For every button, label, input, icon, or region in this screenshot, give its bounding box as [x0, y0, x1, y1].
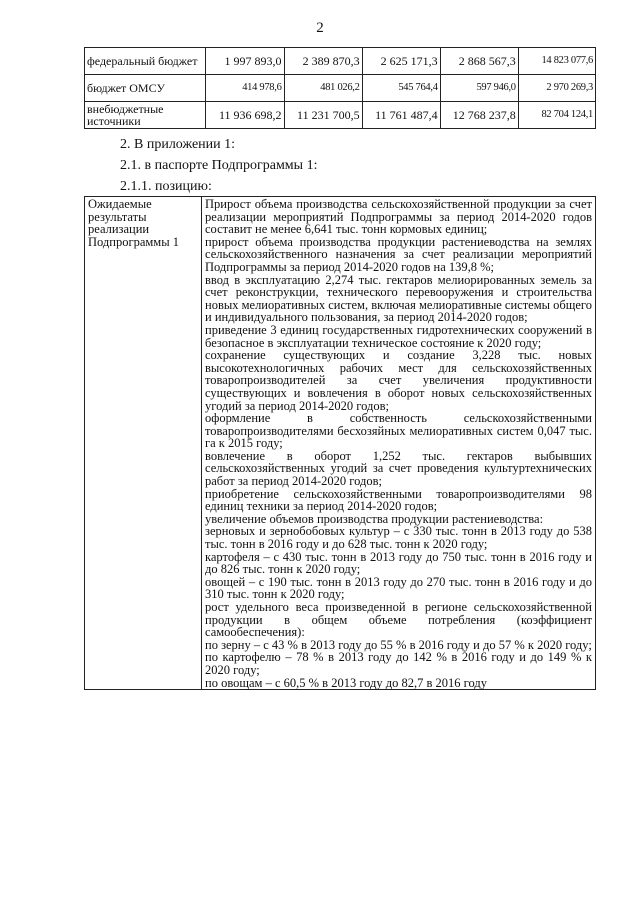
budget-cell: 14 823 077,6 [518, 48, 595, 75]
table-row [85, 197, 596, 690]
list-item: рост удельного веса произведенной в регионе сельскохозяйственной продукции в общем объеме потребления (коэффициент самообеспечения): [205, 600, 592, 640]
budget-cell: 2 389 870,3 [284, 48, 362, 75]
budget-row-label: федеральный бюджет [85, 48, 206, 75]
list-item: приобретение сельскохозяйственными товаропроизводителями 98 единиц техники за период 2014-2020 годов; [205, 486, 592, 514]
page-number: 2 [316, 20, 324, 36]
list-item: зерновых и зернобобовых культур – с 330 тыс. тонн в 2013 году до 538 тыс. тонн в 2016 году и до 628 тыс. тонн к 2020 году; [205, 524, 592, 552]
results-label: Ожидаемые результаты реализации Подпрограммы 1 [85, 197, 202, 690]
list-item: по зерну – с 43 % в 2013 году до 55 % в 2016 году и до 57 % к 2020 году; [205, 637, 592, 652]
budget-cell: 545 764,4 [362, 75, 440, 102]
list-item: картофеля – с 430 тыс. тонн в 2013 году до 750 тыс. тонн в 2016 году и до 826 тыс. тонн к 2020 году; [205, 549, 592, 577]
budget-cell: 2 868 567,3 [440, 48, 518, 75]
list-item: прирост объема производства продукции растениеводства на землях сельскохозяйственного назначения за счет реализации мероприятий Подпрограммы за период 2014-2020 годов на 139,8 %; [205, 234, 592, 274]
list-item: Прирост объема производства сельскохозяйственной продукции за счет реализации мероприятий Подпрограммы за период 2014-2020 годов составит не менее 6,641 тыс. тонн кормовых единиц; [205, 197, 592, 237]
paragraph-annex: 2. В приложении 1: [120, 137, 236, 152]
budget-row-label: внебюджетные источники [85, 102, 206, 129]
list-item: ввод в эксплуатацию 2,274 тыс. гектаров мелиорированных земель за счет реконструкции, технического перевооружения и строительства новых мелиоративных систем, включая мелиоративные системы общего и индивидуального пользования, за период 2014-2020 годов; [205, 272, 592, 325]
budget-cell: 11 231 700,5 [284, 102, 362, 129]
list-item: увеличение объемов производства продукции растениеводства: [205, 511, 544, 526]
budget-cell: 11 761 487,4 [362, 102, 440, 129]
budget-cell: 1 997 893,0 [206, 48, 284, 75]
budget-cell: 2 970 269,3 [518, 75, 595, 102]
budget-cell: 2 625 171,3 [362, 48, 440, 75]
budget-cell: 11 936 698,2 [206, 102, 284, 129]
budget-table [84, 47, 596, 129]
table-row [85, 102, 596, 129]
list-item: приведение 3 единиц государственных гидротехнических сооружений в безопасное в эксплуатации техническое состояние к 2020 году; [205, 322, 592, 350]
paragraph-position: 2.1.1. позицию: [120, 179, 212, 194]
results-table [84, 196, 596, 690]
table-row [85, 75, 596, 102]
paragraph-passport: 2.1. в паспорте Подпрограммы 1: [120, 158, 318, 173]
budget-cell: 82 704 124,1 [518, 102, 595, 129]
list-item: овощей – с 190 тыс. тонн в 2013 году до 270 тыс. тонн в 2016 году и до 310 тыс. тонн к 2020 году; [205, 574, 592, 602]
results-list [202, 197, 596, 690]
list-item: сохранение существующих и создание 3,228 тыс. новых высокотехнологичных рабочих мест для сельскохозяйственных товаропроизводителей за счет увеличения продуктивности существующих и вовлечения в оборот новых сельскохозяйственных угодий за период 2014-2020 годов; [205, 348, 592, 413]
table-row [85, 48, 596, 75]
budget-row-label: бюджет ОМСУ [85, 75, 206, 102]
list-item: вовлечение в оборот 1,252 тыс. гектаров выбывших сельскохозяйственных угодий за счет проведения культуртехнических работ за период 2014-2020 годов; [205, 448, 592, 489]
list-item: оформление в собственность сельскохозяйственными товаропроизводителями бесхозяйных мелиоративных систем 0,047 тыс. га к 2015 году; [205, 411, 592, 451]
budget-cell: 12 768 237,8 [440, 102, 518, 129]
list-item: по картофелю – 78 % в 2013 году до 142 % в 2016 году и до 149 % к 2020 году; [205, 650, 592, 677]
budget-cell: 481 026,2 [284, 75, 362, 102]
list-item: по овощам – с 60,5 % в 2013 году до 82,7 в 2016 году [205, 675, 487, 690]
budget-cell: 414 978,6 [206, 75, 284, 102]
budget-cell: 597 946,0 [440, 75, 518, 102]
